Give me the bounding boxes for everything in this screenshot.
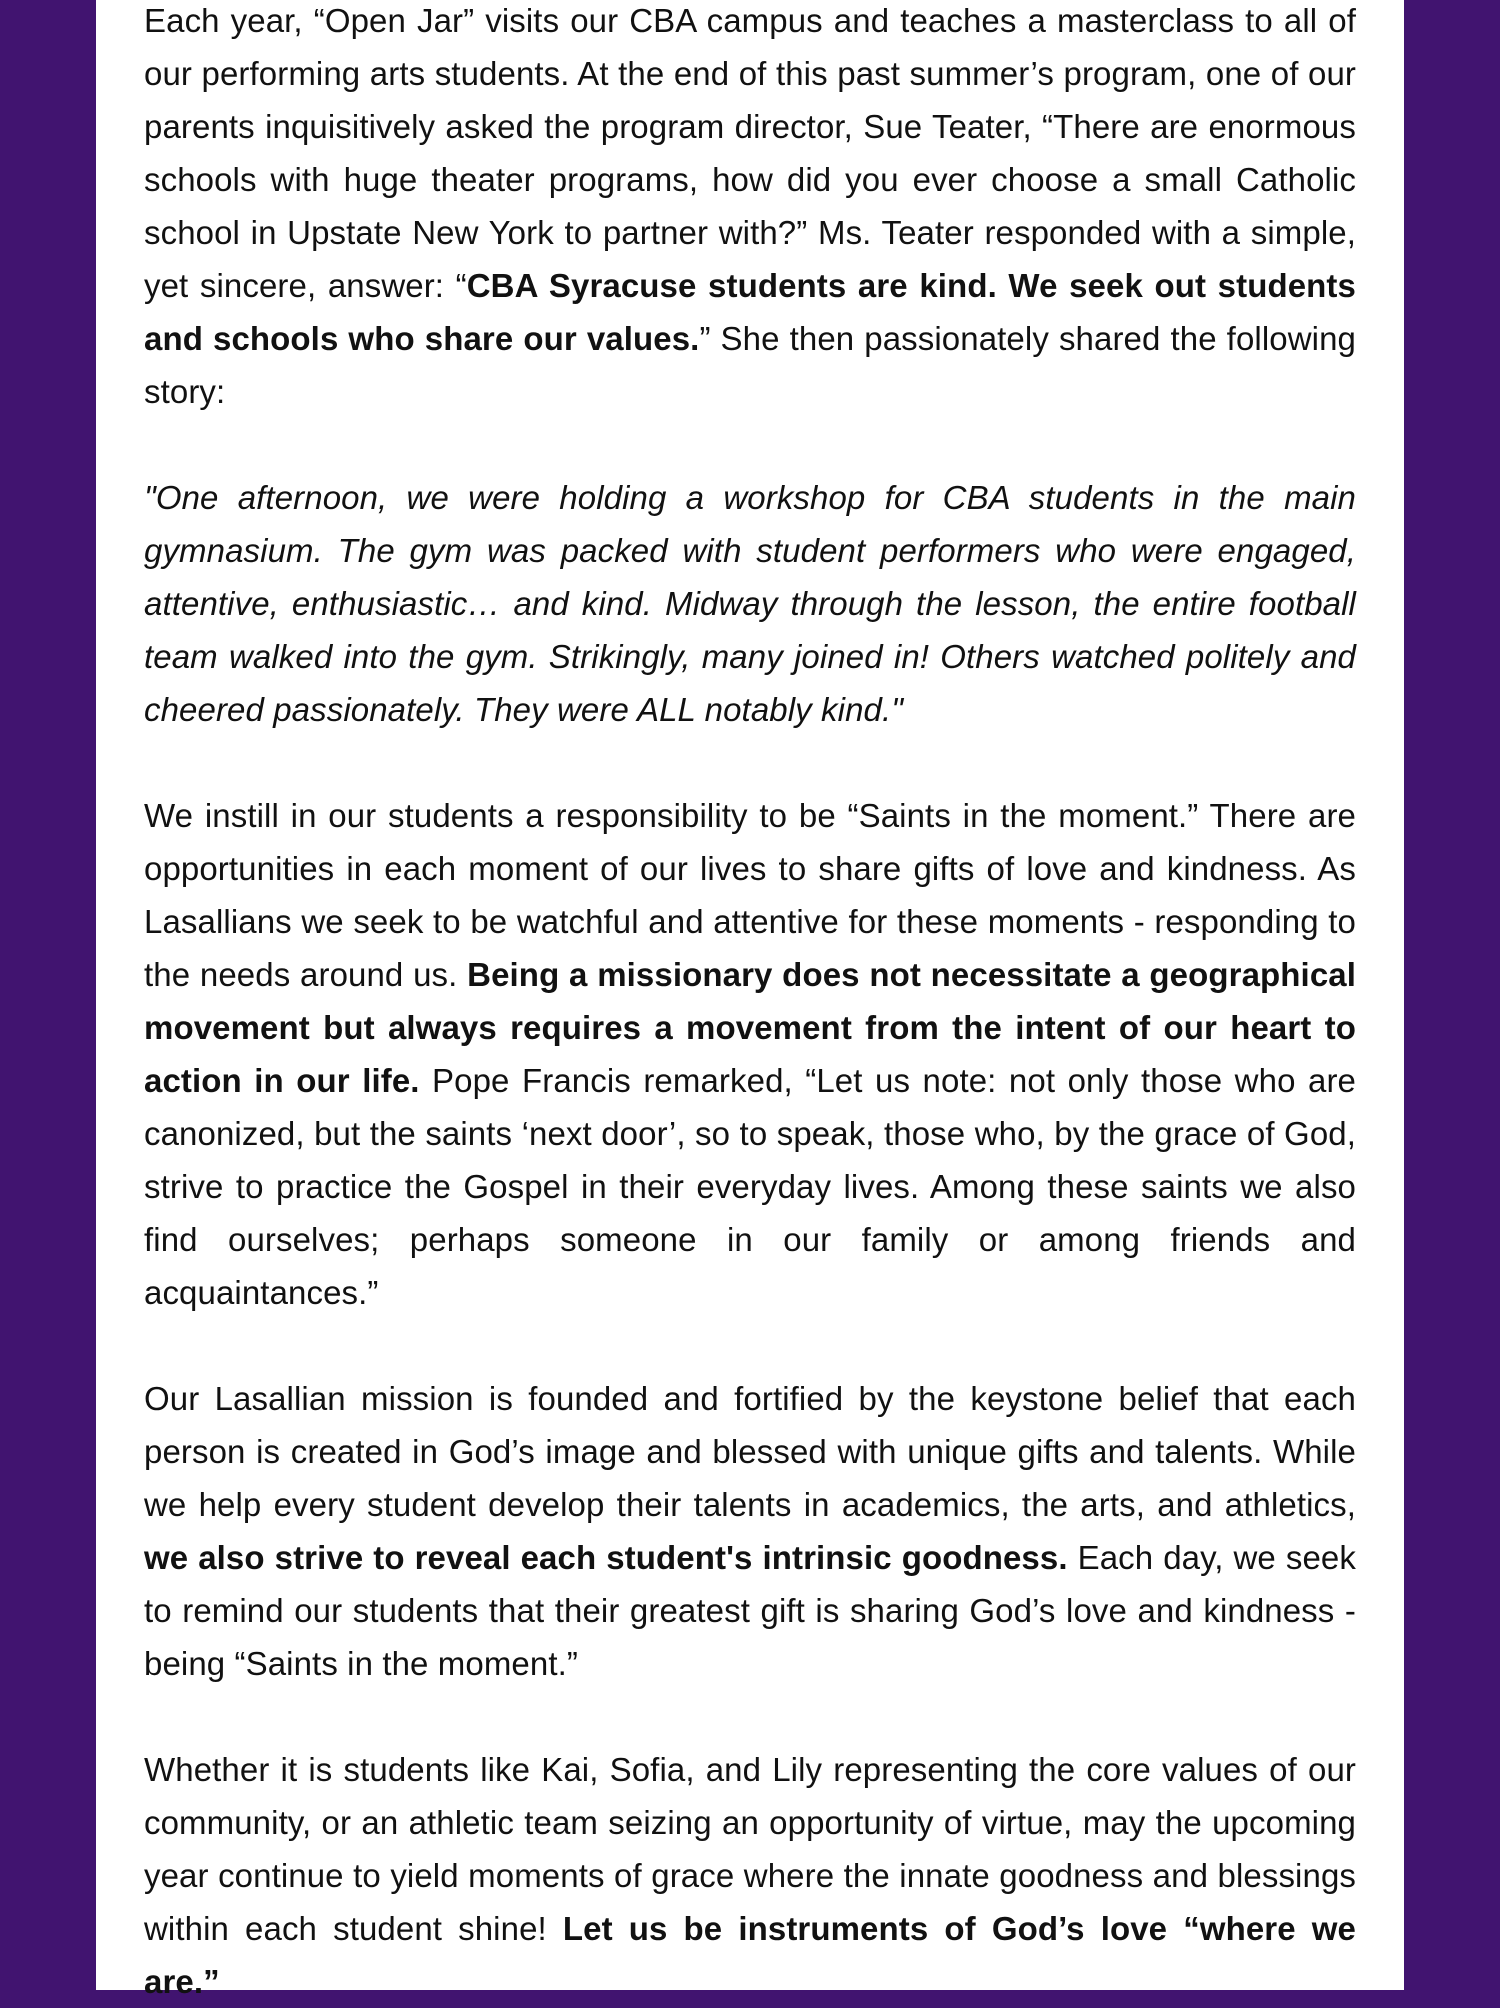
paragraph-lasallian-mission: [144, 1372, 1356, 1690]
paragraph-gap: [144, 418, 1356, 471]
paragraph-mission-text-2: Each day, we seek to remind our students that their greatest gift is sharing God’s love and kindness - being “Saints in the moment.”: [144, 1539, 1356, 1682]
paragraph-open-jar-bold: CBA Syracuse students are kind. We seek out students and schools who share our values.: [144, 267, 1356, 357]
paragraph-story-quote-text: "One afternoon, we were holding a workshop for CBA students in the main gymnasium. The gym was packed with student performers who were engaged, attentive, enthusiastic… and kind. Midway through the lesson, the entire football team walked into the gym. Strikingly, many joined in! Others watched politely and cheered passionately. They were ALL notably kind.": [144, 479, 1356, 728]
document-page: [96, 0, 1404, 2000]
paragraph-saints-bold: Being a missionary does not necessitate a geographical movement but always requires a movement from the intent of our heart to action in our life.: [144, 956, 1357, 1099]
paragraph-open-jar: [144, 0, 1356, 418]
paragraph-open-jar-text-2: ” She then passionately shared the following story:: [144, 320, 1356, 410]
paragraph-closing: [144, 1743, 1356, 2008]
paragraph-saints-text-2: Pope Francis remarked, “Let us note: not only those who are canonized, but the saints ‘next door’, so to speak, those who, by the grace of God, strive to practice the Gospel in their everyday lives. Among these saints we also find ourselves; perhaps someone in our family or among friends and acquaintances.”: [144, 1062, 1356, 1311]
paragraph-gap: [144, 1319, 1356, 1372]
paragraph-closing-text: Whether it is students like Kai, Sofia, and Lily representing the core values of our community, or an athletic team seizing an opportunity of virtue, may the upcoming year continue to yield moments of grace where the innate goodness and blessings within each student shine!: [144, 1751, 1356, 1947]
paragraph-gap: [144, 736, 1356, 789]
paragraph-open-jar-text-1: Each year, “Open Jar” visits our CBA campus and teaches a masterclass to all of our performing arts students. At the end of this past summer’s program, one of our parents inquisitively asked the program director, Sue Teater, “There are enormous schools with huge theater programs, how did you ever choose a small Catholic school in Upstate New York to partner with?” Ms. Teater responded with a simple, yet sincere, answer: “: [144, 2, 1356, 304]
paragraph-mission-text-1: Our Lasallian mission is founded and fortified by the keystone belief that each person is created in God’s image and blessed with unique gifts and talents. While we help every student develop their talents in academics, the arts, and athletics,: [144, 1380, 1356, 1523]
paragraph-saints-in-the-moment: [144, 789, 1356, 1319]
paragraph-saints-text-1: We instill in our students a responsibility to be “Saints in the moment.” There are opportunities in each moment of our lives to share gifts of love and kindness. As Lasallians we seek to be watchful and attentive for these moments - responding to the needs around us.: [144, 797, 1356, 993]
paragraph-mission-bold: we also strive to reveal each student's intrinsic goodness.: [144, 1539, 1068, 1576]
paragraph-story-quote: [144, 471, 1356, 736]
document-body: [144, 0, 1356, 2008]
paragraph-gap: [144, 1690, 1356, 1743]
paragraph-closing-bold: Let us be instruments of God’s love “where we are.”: [144, 1910, 1356, 2000]
